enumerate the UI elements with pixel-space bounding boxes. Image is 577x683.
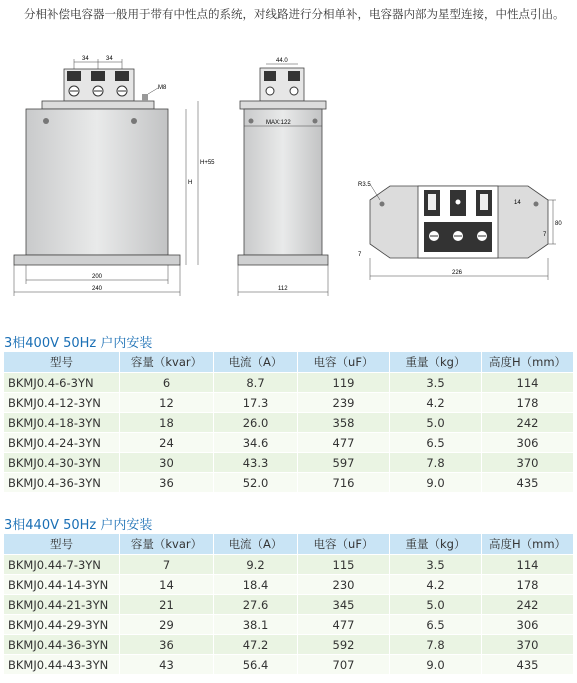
cell-model: BKMJ0.4-18-3YN xyxy=(4,412,120,432)
dim-240: 240 xyxy=(92,286,103,292)
cell-model: BKMJ0.4-12-3YN xyxy=(4,392,120,412)
cell-current: 47.2 xyxy=(214,634,298,654)
cell-current: 18.4 xyxy=(214,574,298,594)
cell-current: 9.2 xyxy=(214,554,298,574)
cell-current: 26.0 xyxy=(214,412,298,432)
cell-capacitance: 716 xyxy=(298,472,390,492)
dim-226: 226 xyxy=(452,270,463,276)
table-row xyxy=(4,432,574,452)
cell-capacity: 36 xyxy=(120,634,214,654)
dim-34-right: 34 xyxy=(106,56,113,62)
cell-capacity: 29 xyxy=(120,614,214,634)
cell-weight: 3.5 xyxy=(390,372,482,392)
table-row xyxy=(4,392,574,412)
cell-current: 38.1 xyxy=(214,614,298,634)
top-view xyxy=(358,182,562,280)
capacitor-dimension-drawings xyxy=(0,44,577,300)
cell-capacity: 36 xyxy=(120,472,214,492)
cell-capacitance: 358 xyxy=(298,412,390,432)
cell-height: 114 xyxy=(482,372,574,392)
spec-table-400v xyxy=(4,352,574,492)
table-row xyxy=(4,614,574,634)
cell-current: 17.3 xyxy=(214,392,298,412)
cell-model: BKMJ0.4-24-3YN xyxy=(4,432,120,452)
cell-model: BKMJ0.4-6-3YN xyxy=(4,372,120,392)
col-height: 高度H（mm） xyxy=(482,534,574,554)
table-row xyxy=(4,654,574,674)
cell-height: 306 xyxy=(482,432,574,452)
cell-model: BKMJ0.4-30-3YN xyxy=(4,452,120,472)
table-row xyxy=(4,594,574,614)
cell-capacity: 12 xyxy=(120,392,214,412)
cell-height: 242 xyxy=(482,594,574,614)
cell-model: BKMJ0.44-43-3YN xyxy=(4,654,120,674)
cell-weight: 7.8 xyxy=(390,452,482,472)
cell-current: 34.6 xyxy=(214,432,298,452)
table-row xyxy=(4,372,574,392)
col-capacitance: 电容（uF） xyxy=(298,534,390,554)
cell-weight: 6.5 xyxy=(390,432,482,452)
cell-model: BKMJ0.4-36-3YN xyxy=(4,472,120,492)
cell-model: BKMJ0.44-21-3YN xyxy=(4,594,120,614)
cell-capacitance: 345 xyxy=(298,594,390,614)
col-capacitance: 电容（uF） xyxy=(298,352,390,372)
cell-capacity: 43 xyxy=(120,654,214,674)
cell-height: 370 xyxy=(482,452,574,472)
dim-h55: H+55 xyxy=(200,160,215,166)
dim-44: 44.0 xyxy=(276,58,288,64)
cell-current: 43.3 xyxy=(214,452,298,472)
dim-112: 112 xyxy=(278,286,288,292)
table-header-row xyxy=(4,534,574,554)
col-capacity: 容量（kvar） xyxy=(120,352,214,372)
cell-capacitance: 707 xyxy=(298,654,390,674)
cell-model: BKMJ0.44-7-3YN xyxy=(4,554,120,574)
table-row xyxy=(4,472,574,492)
col-weight: 重量（kg） xyxy=(390,534,482,554)
table-row xyxy=(4,634,574,654)
cell-model: BKMJ0.44-29-3YN xyxy=(4,614,120,634)
col-model: 型号 xyxy=(4,352,120,372)
cell-capacitance: 477 xyxy=(298,614,390,634)
col-weight: 重量（kg） xyxy=(390,352,482,372)
cell-capacitance: 119 xyxy=(298,372,390,392)
cell-capacitance: 477 xyxy=(298,432,390,452)
cell-weight: 4.2 xyxy=(390,574,482,594)
cell-weight: 5.0 xyxy=(390,412,482,432)
dim-7-left: 7 xyxy=(358,252,362,258)
dim-14: 14 xyxy=(514,200,521,206)
cell-weight: 7.8 xyxy=(390,634,482,654)
dim-r3-5: R3.5 xyxy=(358,182,371,188)
cell-current: 56.4 xyxy=(214,654,298,674)
cell-height: 114 xyxy=(482,554,574,574)
cell-capacitance: 597 xyxy=(298,452,390,472)
cell-weight: 3.5 xyxy=(390,554,482,574)
section-title-400v: 3相400V 50Hz 户内安装 xyxy=(4,336,153,351)
cell-capacity: 14 xyxy=(120,574,214,594)
cell-model: BKMJ0.44-36-3YN xyxy=(4,634,120,654)
dim-7-right: 7 xyxy=(543,232,547,238)
cell-weight: 5.0 xyxy=(390,594,482,614)
dim-80: 80 xyxy=(555,221,562,227)
cell-capacity: 6 xyxy=(120,372,214,392)
spec-table-440v xyxy=(4,534,574,674)
cell-capacitance: 239 xyxy=(298,392,390,412)
cell-capacity: 24 xyxy=(120,432,214,452)
dim-34-left: 34 xyxy=(82,56,89,62)
cell-capacitance: 592 xyxy=(298,634,390,654)
section-title-440v: 3相440V 50Hz 户内安装 xyxy=(4,518,153,533)
col-current: 电流（A） xyxy=(214,352,298,372)
cell-weight: 4.2 xyxy=(390,392,482,412)
dim-200: 200 xyxy=(92,274,103,280)
cell-capacitance: 230 xyxy=(298,574,390,594)
cell-current: 27.6 xyxy=(214,594,298,614)
cell-height: 178 xyxy=(482,392,574,412)
cell-height: 178 xyxy=(482,574,574,594)
cell-weight: 6.5 xyxy=(390,614,482,634)
side-view xyxy=(238,58,328,296)
intro-paragraph: 分相补偿电容器一般用于带有中性点的系统，对线路进行分相单补，电容器内部为星型连接，中性点引出。 xyxy=(24,7,565,21)
dim-max122: MAX:122 xyxy=(266,120,291,126)
dim-h: H xyxy=(188,180,193,186)
table-header-row xyxy=(4,352,574,372)
table-row xyxy=(4,554,574,574)
cell-capacity: 21 xyxy=(120,594,214,614)
col-model: 型号 xyxy=(4,534,120,554)
cell-capacitance: 115 xyxy=(298,554,390,574)
col-current: 电流（A） xyxy=(214,534,298,554)
cell-capacity: 30 xyxy=(120,452,214,472)
table-row xyxy=(4,412,574,432)
cell-height: 306 xyxy=(482,614,574,634)
cell-weight: 9.0 xyxy=(390,472,482,492)
cell-weight: 9.0 xyxy=(390,654,482,674)
cell-height: 435 xyxy=(482,654,574,674)
col-capacity: 容量（kvar） xyxy=(120,534,214,554)
col-height: 高度H（mm） xyxy=(482,352,574,372)
cell-height: 435 xyxy=(482,472,574,492)
cell-current: 8.7 xyxy=(214,372,298,392)
cell-height: 242 xyxy=(482,412,574,432)
cell-height: 370 xyxy=(482,634,574,654)
table-row xyxy=(4,574,574,594)
table-row xyxy=(4,452,574,472)
cell-capacity: 7 xyxy=(120,554,214,574)
cell-model: BKMJ0.44-14-3YN xyxy=(4,574,120,594)
front-view xyxy=(14,56,215,296)
cell-capacity: 18 xyxy=(120,412,214,432)
dim-m8: M8 xyxy=(158,85,167,91)
cell-current: 52.0 xyxy=(214,472,298,492)
